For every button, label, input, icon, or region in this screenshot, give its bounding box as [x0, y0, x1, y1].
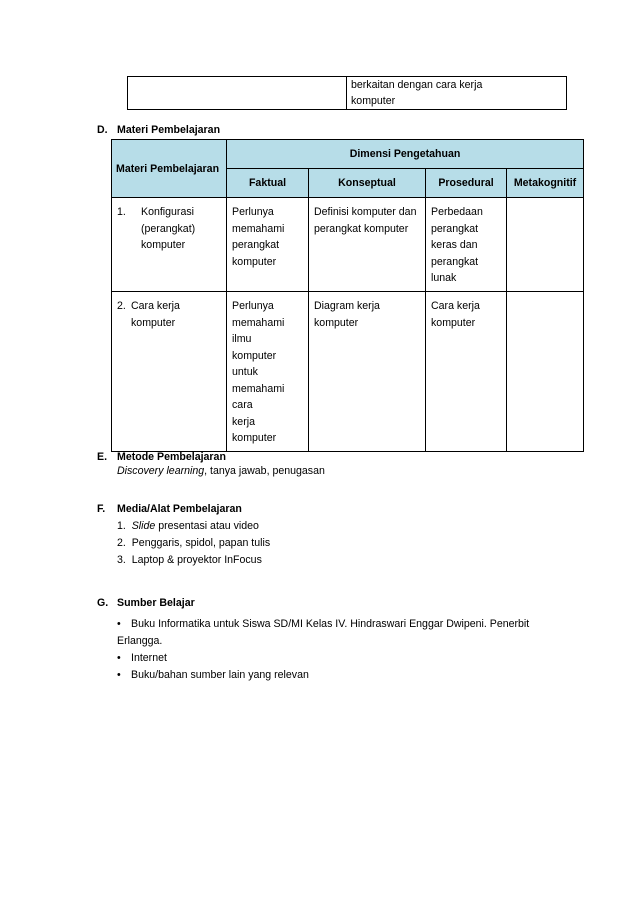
- cell-materi: [112, 198, 227, 292]
- materi-table: [111, 139, 584, 452]
- method-rest: , tanya jawab, penugasan: [204, 465, 325, 477]
- section-letter: E.: [97, 451, 108, 463]
- list-number: 3.: [117, 554, 126, 566]
- list-item-continuation: Erlangga.: [117, 635, 163, 647]
- previous-table-fragment: [127, 76, 567, 110]
- cell-metakognitif: [507, 292, 584, 452]
- table-row: [112, 198, 584, 292]
- method-italic: Discovery learning: [117, 465, 205, 477]
- list-number: 1.: [117, 520, 126, 532]
- row-materi-text: Konfigurasi (perangkat) komputer: [141, 206, 196, 251]
- header-faktual: Faktual: [227, 169, 309, 198]
- fragment-text-cell: [347, 77, 567, 110]
- table-row: [112, 292, 584, 452]
- header-materi: Materi Pembelajaran: [112, 140, 227, 198]
- section-letter: F.: [97, 503, 106, 515]
- section-e-body: [117, 463, 325, 480]
- list-item: [117, 667, 529, 684]
- list-item: [117, 650, 529, 667]
- cell-prosedural: Cara kerja komputer: [426, 292, 507, 452]
- cell-faktual: Perlunya memahami ilmu komputer untuk memahami cara kerja komputer: [227, 292, 309, 452]
- section-title: Metode Pembelajaran: [117, 451, 226, 463]
- list-item: [117, 552, 270, 569]
- list-number: 2.: [117, 537, 126, 549]
- section-letter: G.: [97, 597, 109, 609]
- bullet-icon: •: [117, 652, 121, 664]
- section-g-heading: [97, 595, 529, 612]
- bullet-icon: •: [117, 618, 121, 630]
- list-item: [117, 616, 529, 633]
- section-g: [97, 595, 529, 684]
- list-text: presentasi atau video: [155, 520, 259, 532]
- cell-konseptual: Definisi komputer dan perangkat komputer: [309, 198, 426, 292]
- row-materi-text: Cara kerja komputer: [131, 300, 180, 329]
- fragment-line-2: komputer: [351, 95, 396, 107]
- header-konseptual: Konseptual: [309, 169, 426, 198]
- empty-cell: [128, 77, 347, 110]
- list-text: Buku Informatika untuk Siswa SD/MI Kelas IV. Hindraswari Enggar Dwipeni. Penerbit: [131, 618, 530, 630]
- list-italic: Slide: [131, 520, 156, 532]
- cell-prosedural: Perbedaan perangkat keras dan perangkat lunak: [426, 198, 507, 292]
- section-e-heading: [97, 451, 325, 463]
- section-f: [97, 501, 270, 569]
- section-title: Materi Pembelajaran: [117, 124, 221, 136]
- header-metakognitif: Metakognitif: [507, 169, 584, 198]
- section-d-heading: [97, 124, 220, 136]
- list-text: Penggaris, spidol, papan tulis: [131, 537, 271, 549]
- section-title: Media/Alat Pembelajaran: [117, 503, 242, 515]
- header-dimensi: Dimensi Pengetahuan: [227, 140, 584, 169]
- bullet-icon: •: [117, 669, 121, 681]
- cell-metakognitif: [507, 198, 584, 292]
- section-f-heading: [97, 501, 270, 518]
- list-text: Buku/bahan sumber lain yang relevan: [131, 669, 309, 681]
- row-number: 2.: [117, 300, 126, 312]
- row-number: 1.: [117, 206, 126, 218]
- cell-faktual: Perlunya memahami perangkat komputer: [227, 198, 309, 292]
- cell-materi: [112, 292, 227, 452]
- list-item: [117, 518, 270, 535]
- section-title: Sumber Belajar: [117, 597, 195, 609]
- list-item: [117, 535, 270, 552]
- fragment-line-1: berkaitan dengan cara kerja: [351, 79, 483, 91]
- list-text: Internet: [131, 652, 167, 664]
- section-letter: D.: [97, 124, 108, 136]
- list-text: Laptop & proyektor InFocus: [131, 554, 262, 566]
- cell-konseptual: Diagram kerja komputer: [309, 292, 426, 452]
- header-prosedural: Prosedural: [426, 169, 507, 198]
- section-e: [97, 451, 325, 480]
